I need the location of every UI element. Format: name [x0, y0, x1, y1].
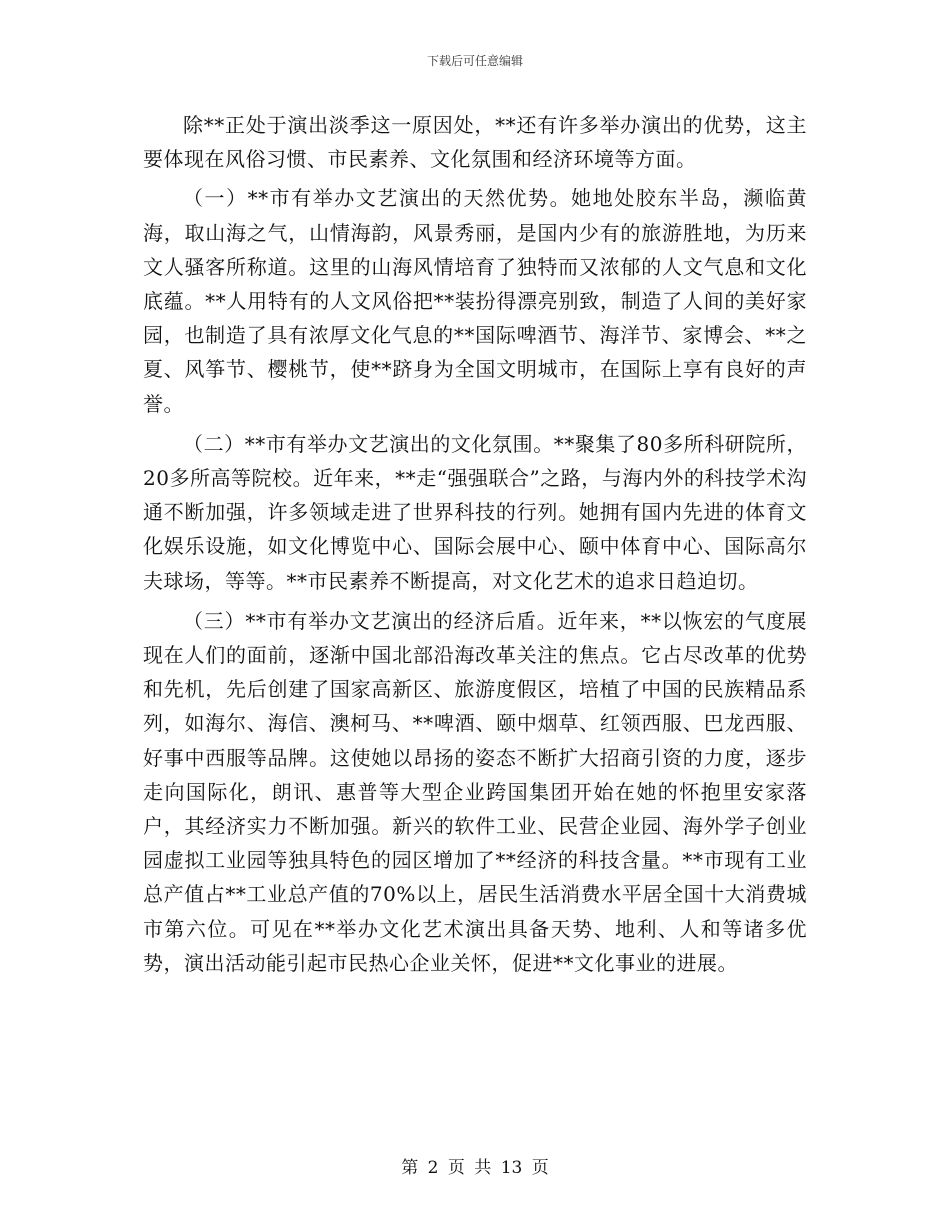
- paragraph-natural-advantage: （一）**市有举办文艺演出的天然优势。她地处胶东半岛，濒临黄海，取山海之气，山情海韵，风景秀丽，是国内少有的旅游胜地，为历来文人骚客所称道。这里的山海风情培育了独特而又浓郁的人文气息和文化底蕴。**人用特有的人文风俗把**装扮得漂亮别致，制造了人间的美好家园，也制造了具有浓厚文化气息的**国际啤酒节、海洋节、家博会、**之夏、风筝节、樱桃节，使**跻身为全国文明城市，在国际上享有良好的声誉。: [143, 186, 807, 416]
- paragraph-intro: 除**正处于演出淡季这一原因处，**还有许多举办演出的优势，这主要体现在风俗习惯、市民素养、文化氛围和经济环境等方面。: [143, 113, 807, 172]
- page-header: 下载后可任意编辑: [426, 54, 523, 68]
- paragraph-economic-support: （三）**市有举办文艺演出的经济后盾。近年来，**以恢宏的气度展现在人们的面前，逐渐中国北部沿海改革关注的焦点。它占尽改革的优势和先机，先后创建了国家高新区、旅游度假区，培植了中国的民族精品系列，如海尔、海信、澳柯马、**啤酒、颐中烟草、红领西服、巴龙西服、好事中西服等品牌。这使她以昂扬的姿态不断扩大招商引资的力度，逐步走向国际化，朗讯、惠普等大型企业跨国集团开始在她的怀抱里安家落户，其经济实力不断加强。新兴的软件工业、民营企业园、海外学子创业园虚拟工业园等独具特色的园区增加了**经济的科技含量。**市现有工业总产值占**工业总产值的70%以上，居民生活消费水平居全国十大消费城市第六位。可见在**举办文化艺术演出具备天势、地利、人和等诸多优势，演出活动能引起市民热心企业关怀，促进**文化事业的进展。: [143, 608, 807, 975]
- page-footer: 第 2 页 共 13 页: [401, 1158, 549, 1178]
- paragraph-cultural-atmosphere: （二）**市有举办文艺演出的文化氛围。**聚集了80多所科研院所，20多所高等院校。近年来，**走“强强联合”之路，与海内外的科技学术沟通不断加强，许多领域走进了世界科技的行列。她拥有国内先进的体育文化娱乐设施，如文化博览中心、国际会展中心、颐中体育中心、国际高尔夫球场，等等。**市民素养不断提高，对文化艺术的追求日趋迫切。: [143, 431, 807, 593]
- document-body: [143, 108, 807, 980]
